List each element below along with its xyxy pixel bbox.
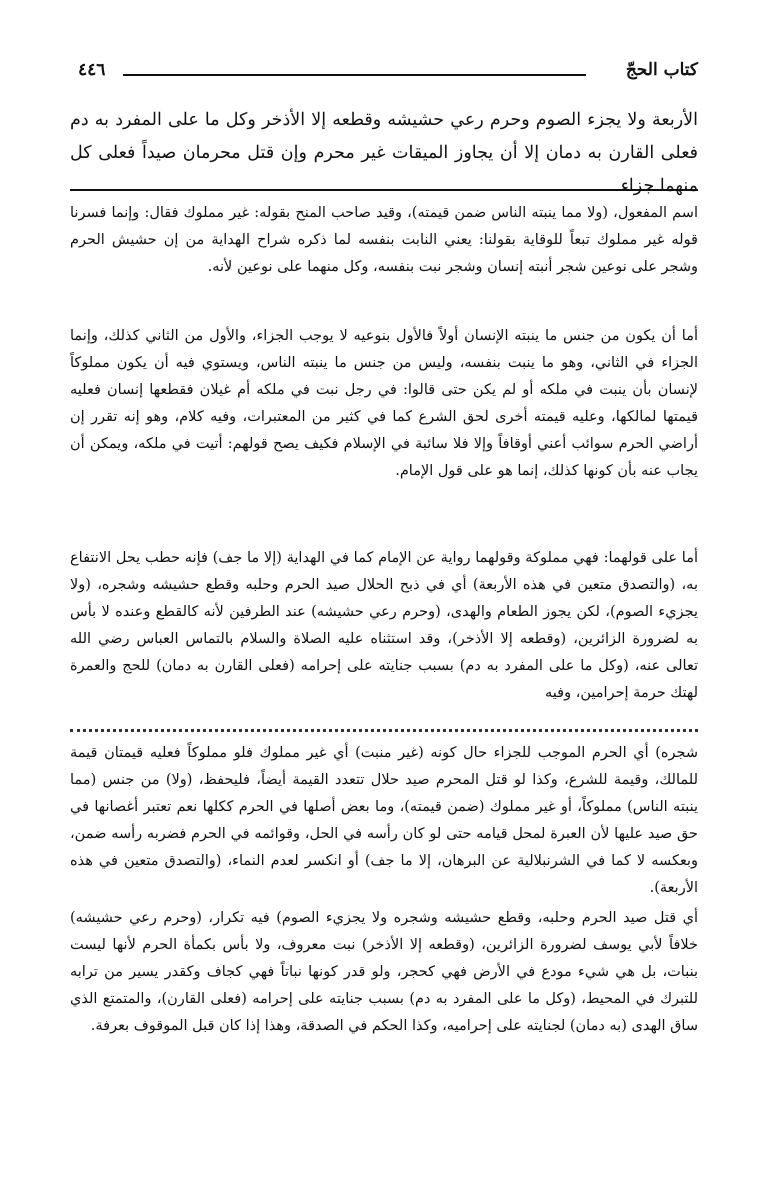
main-paragraph: الأربعة ولا يجزء الصوم وحرم رعي حشيشه وقطعه إلا الأذخر وكل ما على المفرد به دم فعلى القارن به دمان إلا أن يجاوز الميقات غير محرم وإن قتل محرمان صيداً فعلى كل منهما جزاء: [70, 110, 698, 196]
commentary-paragraph: أما أن يكون من جنس ما ينبته الإنسان أولاً فالأول بنوعيه لا يوجب الجزاء، والأول من الثاني كذلك، وإنما الجزاء في الثاني، وهو ما ينبت بنفسه، وليس من جنس ما ينبته الناس، ويستوي فيه أن يكون مملوكاً لإنسان بأن ينبت في ملكه أو لم يكن حتى قالوا: في رجل نبت في ملكه أم غيلان فقطعها إنسان فعليه قيمتها لمالكها، وعليه قيمته أخرى لحق الشرع كما في كثير من المعتبرات، وفيه كلام، وهو إنه تقرر إن أراضي الحرم سوائب أعني أوقافاً وإلا فلا سائبة في الإسلام فكيف يصح قولهم: أتيت في ملكه، ويمكن أن يجاب عنه بأن كونها كذلك، إنما هو على قول الإمام.: [70, 328, 698, 479]
commentary-paragraph: اسم المفعول، (ولا مما ينبته الناس ضمن قيمته)، وقيد صاحب المنح بقوله: غير مملوك فقال: وإنما فسرنا قوله غير مملوك تبعاً للوقاية بقولنا: يعني النابت بنفسه لما ذكره شراح الهداية من إن حشيش الحرم وشجر على نوعين شجر أنبته إنسان وشجر نبت بنفسه، وكل منهما على نوعين لأنه.: [70, 205, 698, 275]
commentary-section-1: [70, 200, 698, 281]
text-commentary-divider: [70, 189, 698, 191]
dotted-divider: [70, 729, 698, 732]
running-header: [78, 58, 698, 88]
commentary-paragraph: أما على قولهما: فهي مملوكة وقولهما رواية عن الإمام كما في الهداية (إلا ما جف) فإنه حطب يحل الانتفاع به، (والتصدق متعين في هذه الأربعة) أي في ذبح الحلال صيد الحرم وحلبه وقطع حشيشه وشجره، (ولا يجزيء الصوم)، لكن يجوز الطعام والهدى، (وحرم رعي حشيشه) عند الطرفين لأنه كالقطع وعنده لا بأس به لضرورة الزائرين، (وقطعه إلا الأذخر)، وقد استثناه عليه الصلاة والسلام بالتماس العباس رضي الله تعالى عنه، (وكل ما على المفرد به دم) بسبب جنايته على إحرامه (فعلى القارن به دمان) للحج والعمرة لهتك حرمة إحرامين، وفيه: [70, 550, 698, 701]
commentary-paragraph: أي قتل صيد الحرم وحلبه، وقطع حشيشه وشجره ولا يجزيء الصوم) فيه تكرار، (وحرم رعي حشيشه) خلافاً لأبي يوسف لضرورة الزائرين، (وقطعه إلا الأذخر) نبت معروف، ولا بأس بكمأة الحرم لأنها ليست بنبات، بل هي شيء مودع في الأرض فهي كحجر، ولو قدر كونها نباتاً فهي كجاف وكقدر يسير من ترابه للتبرك في المحيط، (وكل ما على المفرد به دم) بسبب جنايته على إحرامه (فعلى القارن)، والمتمتع الذي ساق الهدى (به دمان) لجنايته على إحراميه، وكذا الحكم في الصدقة، وهذا إذا كان قبل الموقوف بعرفة.: [70, 910, 698, 1034]
commentary-section-2: [70, 323, 698, 485]
header-rule: [123, 74, 586, 76]
commentary-section-5: [70, 905, 698, 1040]
commentary-paragraph: شجره) أي الحرم الموجب للجزاء حال كونه (غير منبت) أي غير مملوك فلو مملوكاً فعليه قيمتان قيمة للمالك، وقيمة للشرع، وكذا لو قتل المحرم صيد حلال تتعدد القيمة أيضاً، فليحفظ، (ولا) من جنس (مما ينبته الناس) مملوكاً، أو غير مملوك (ضمن قيمته)، وما بعض أصلها في الحرم ككلها نعم تعتبر أغصانها في حق صيد عليها لأن العبرة لمحل قيامه حتى لو كان رأسه في الحل، وقوائمه في الحرم فضربه رأسه ضمن، وبعكسه لا كما في الشرنبلالية عن البرهان، إلا ما جف) أو انكسر لعدم النماء، (والتصدق متعين في هذه الأربعة).: [70, 745, 698, 896]
page-number: ٤٤٦: [78, 60, 106, 80]
commentary-section-4: [70, 740, 698, 902]
commentary-section-3: [70, 545, 698, 707]
chapter-title: كتاب الحجّ: [625, 60, 698, 80]
